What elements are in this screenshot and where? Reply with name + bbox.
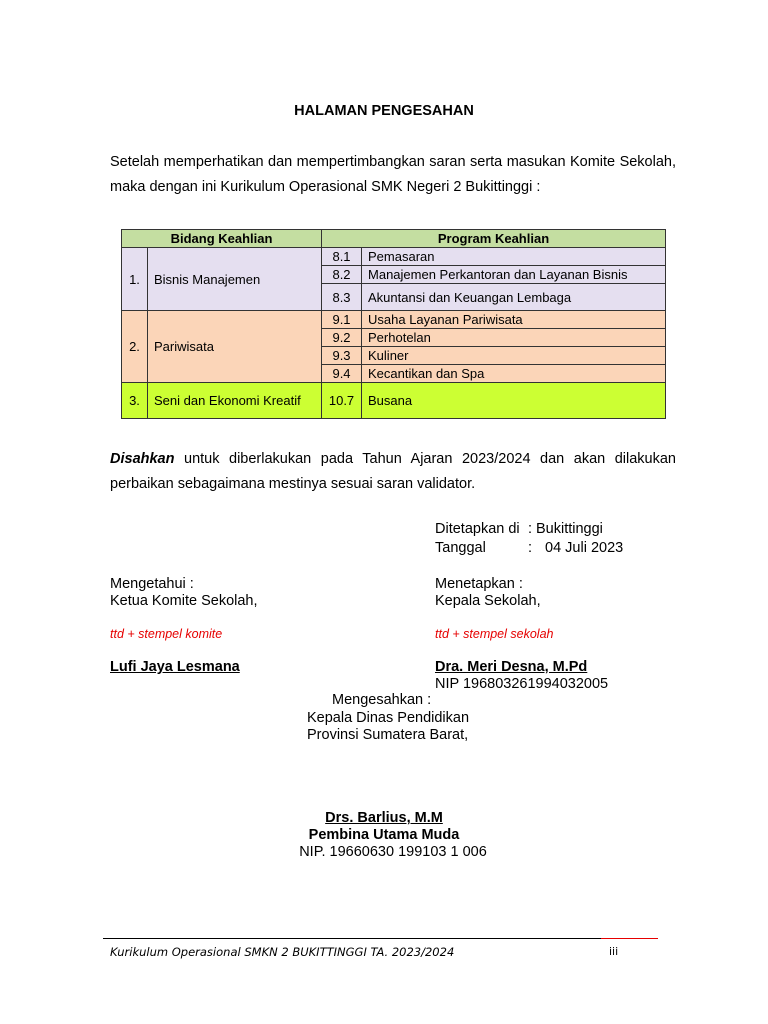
program-name: Usaha Layanan Pariwisata — [362, 311, 666, 329]
program-code: 9.3 — [322, 347, 362, 365]
program-code: 9.4 — [322, 365, 362, 383]
center-nip: NIP. 19660630 199103 1 006 — [299, 844, 487, 860]
program-name: Busana — [362, 383, 666, 419]
program-code: 9.2 — [322, 329, 362, 347]
center-rank: Pembina Utama Muda — [308, 827, 460, 843]
program-name: Manajemen Perkantoran dan Layanan Bisnis — [362, 266, 666, 284]
table-header-row — [122, 230, 666, 248]
date-value: 04 Juli 2023 — [545, 540, 624, 556]
header-bidang: Bidang Keahlian — [122, 230, 322, 248]
center-role3: Provinsi Sumatera Barat, — [307, 727, 469, 743]
program-code: 8.1 — [322, 248, 362, 266]
table-row — [122, 248, 666, 266]
left-stamp: ttd + stempel komite — [110, 627, 223, 641]
center-role2: Kepala Dinas Pendidikan — [307, 710, 470, 726]
center-name: Drs. Barlius, M.M — [325, 810, 443, 826]
right-role1: Menetapkan : — [435, 576, 523, 592]
header-program: Program Keahlian — [322, 230, 666, 248]
program-code: 8.2 — [322, 266, 362, 284]
right-nip: NIP 196803261994032005 — [435, 676, 609, 692]
center-role1: Mengesahkan : — [332, 692, 432, 708]
left-name: Lufi Jaya Lesmana — [110, 659, 240, 675]
table-row — [122, 383, 666, 419]
group-number: 3. — [122, 383, 148, 419]
right-role2: Kepala Sekolah, — [435, 593, 541, 609]
place-value: Bukittinggi — [536, 521, 603, 537]
group-number: 1. — [122, 248, 148, 311]
program-name: Kuliner — [362, 347, 666, 365]
ratify-text: untuk diberlakukan pada Tahun Ajaran 2023/2024 dan akan dilakukan perbaikan sebagaimana mestinya sesuai saran validator. — [110, 451, 676, 492]
group-number: 2. — [122, 311, 148, 383]
right-name: Dra. Meri Desna, M.Pd — [435, 659, 588, 675]
place-sep: : — [528, 521, 533, 537]
ratify-lead: Disahkan — [110, 451, 175, 467]
program-code: 9.1 — [322, 311, 362, 329]
program-code: 10.7 — [322, 383, 362, 419]
left-role1: Mengetahui : — [110, 576, 194, 592]
page-title: HALAMAN PENGESAHAN — [294, 103, 474, 119]
program-name: Kecantikan dan Spa — [362, 365, 666, 383]
group-name: Seni dan Ekonomi Kreatif — [148, 383, 322, 419]
group-name: Pariwisata — [148, 311, 322, 383]
date-sep: : — [528, 540, 533, 556]
ratify-paragraph — [110, 447, 676, 497]
left-role2: Ketua Komite Sekolah, — [110, 593, 258, 609]
right-stamp: ttd + stempel sekolah — [435, 627, 554, 641]
program-code: 8.3 — [322, 284, 362, 311]
page-number: iii — [609, 945, 619, 958]
program-name: Akuntansi dan Keuangan Lembaga — [362, 284, 666, 311]
footer-divider — [103, 938, 601, 939]
program-name: Pemasaran — [362, 248, 666, 266]
group-name: Bisnis Manajemen — [148, 248, 322, 311]
place-label: Ditetapkan di — [435, 521, 520, 537]
program-name: Perhotelan — [362, 329, 666, 347]
table-row — [122, 311, 666, 329]
date-label: Tanggal — [435, 540, 486, 556]
intro-paragraph: Setelah memperhatikan dan mempertimbangkan saran serta masukan Komite Sekolah, maka dengan ini Kurikulum Operasional SMK Negeri 2 Bukittinggi : — [110, 154, 676, 195]
footer-text: Kurikulum Operasional SMKN 2 BUKITTINGGI TA. 2023/2024 — [110, 945, 455, 959]
program-table — [121, 229, 666, 419]
footer-divider-accent — [601, 938, 658, 939]
